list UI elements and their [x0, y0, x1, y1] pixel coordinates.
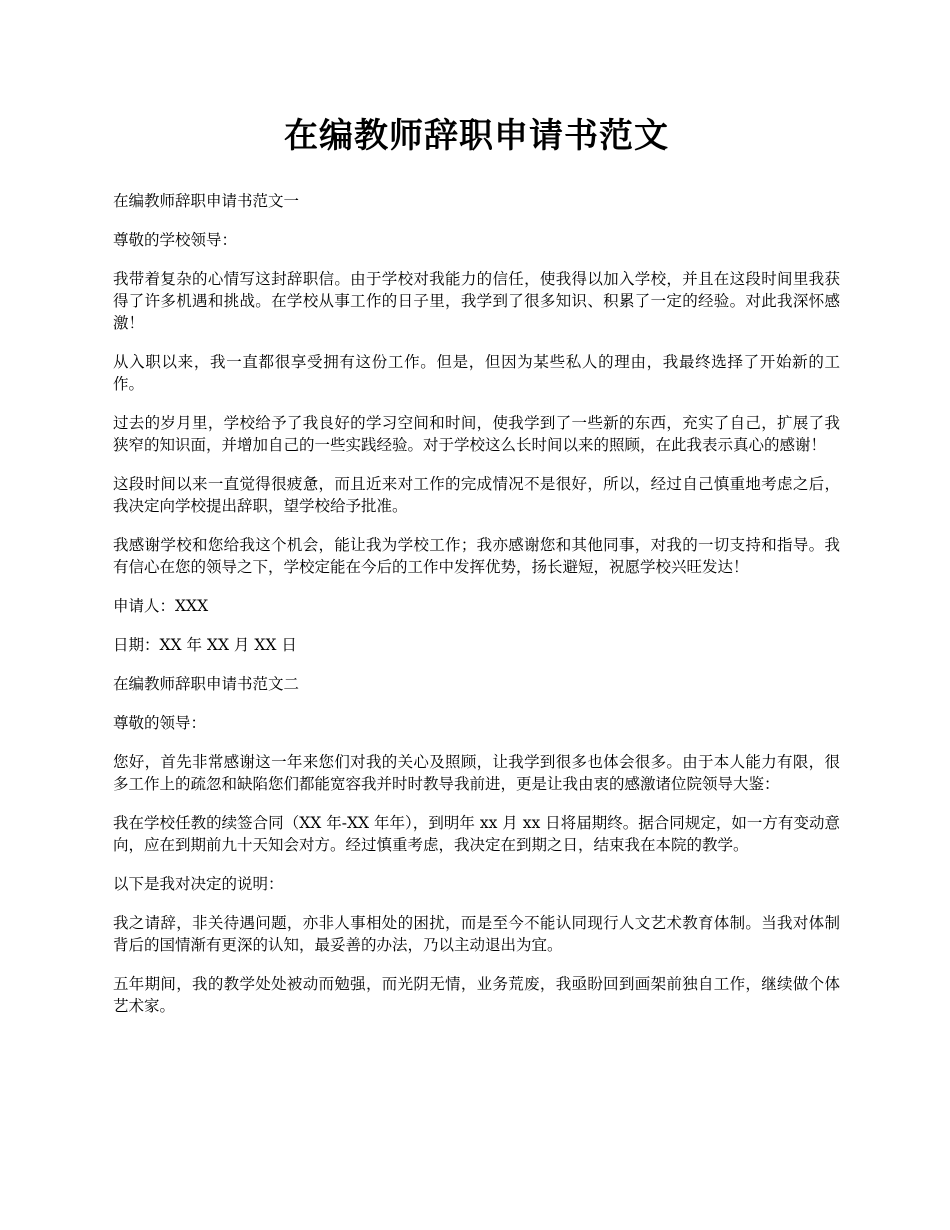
body-paragraph: 我带着复杂的心情写这封辞职信。由于学校对我能力的信任，使我得以加入学校，并且在这段时间里我获得了许多机遇和挑战。在学校从事工作的日子里，我学到了很多知识、积累了一定的经验。对此我深怀感激！ [113, 270, 840, 332]
salutation-1: 尊敬的学校领导： [113, 231, 238, 249]
body-paragraph: 您好，首先非常感谢这一年来您们对我的关心及照顾，让我学到很多也体会很多。由于本人能力有限，很多工作上的疏忽和缺陷您们都能宽容我并时时教导我前进，更是让我由衷的感激诸位院领导大鉴： [113, 753, 840, 793]
document-title: 在编教师辞职申请书范文 [284, 116, 669, 156]
date-line: 日期：XX 年 XX 月 XX 日 [113, 636, 297, 654]
body-paragraph: 从入职以来，我一直都很享受拥有这份工作。但是，但因为某些私人的理由，我最终选择了开始新的工作。 [113, 353, 840, 393]
body-paragraph: 我之请辞，非关待遇问题，亦非人事相处的困扰，而是至今不能认同现行人文艺术教育体制。当我对体制背后的国情渐有更深的认知，最妥善的办法，乃以主动退出为宜。 [113, 914, 840, 954]
section-heading-1: 在编教师辞职申请书范文一 [113, 192, 300, 210]
body-paragraph: 这段时间以来一直觉得很疲惫，而且近来对工作的完成情况不是很好，所以，经过自己慎重地考虑之后，我决定向学校提出辞职，望学校给予批准。 [113, 475, 840, 515]
body-paragraph: 过去的岁月里，学校给予了我良好的学习空间和时间，使我学到了一些新的东西，充实了自己，扩展了我狭窄的知识面，并增加自己的一些实践经验。对于学校这么长时间以来的照顾，在此我表示真心的感谢！ [113, 414, 840, 454]
body-paragraph: 以下是我对决定的说明： [113, 875, 284, 893]
body-paragraph: 我在学校任教的续签合同（XX 年-XX 年年），到明年 xx 月 xx 日将届期终。据合同规定，如一方有变动意向，应在到期前九十天知会对方。经过慎重考虑，我决定在到期之日，结束我在本院的教学。 [113, 814, 840, 854]
body-paragraph: 五年期间，我的教学处处被动而勉强，而光阴无情，业务荒废，我亟盼回到画架前独自工作，继续做个体艺术家。 [113, 975, 840, 1015]
body-paragraph: 我感谢学校和您给我这个机会，能让我为学校工作；我亦感谢您和其他同事，对我的一切支持和指导。我有信心在您的领导之下，学校定能在今后的工作中发挥优势，扬长避短，祝愿学校兴旺发达！ [113, 536, 840, 576]
document-page [113, 112, 840, 1034]
applicant-line: 申请人：XXX [113, 597, 209, 615]
salutation-2: 尊敬的领导： [113, 714, 207, 732]
section-heading-2: 在编教师辞职申请书范文二 [113, 675, 300, 693]
